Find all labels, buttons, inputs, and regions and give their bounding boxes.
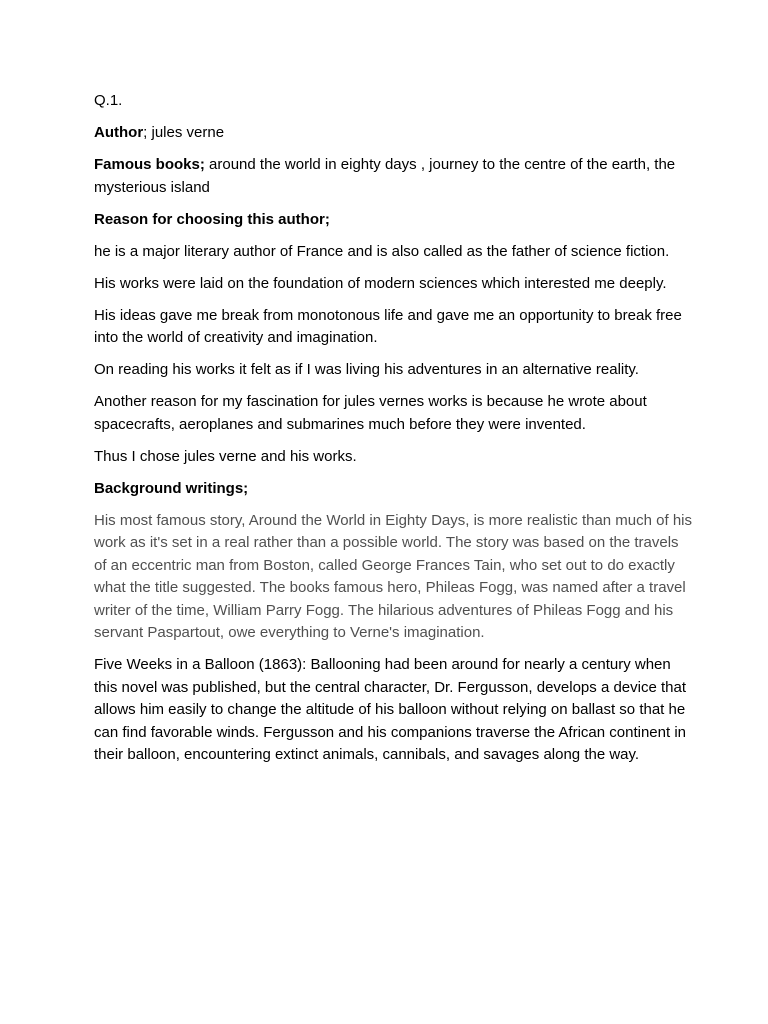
reason-paragraph: Another reason for my fascination for jules vernes works is because he wrote about spacecrafts, aeroplanes and submarines much before they were invented. [94, 393, 647, 433]
background-quote: His most famous story, Around the World in Eighty Days, is more realistic than much of his work as it's set in a real rather than a possible world. The story was based on the travels of an eccentric man from Boston, called George Frances Tain, who set out to do exactly what the title suggested. The books famous hero, Phileas Fogg, was named after a travel writer of the time, William Parry Fogg. The hilarious adventures of Phileas Fogg and his servant Paspartout, owe everything to Verne's imagination. [94, 511, 693, 641]
document-page [94, 90, 694, 776]
famous-books-value: around the world in eighty days , journey to the centre of the earth, the mysterious island [94, 156, 676, 196]
reason-paragraph: His works were laid on the foundation of modern sciences which interested me deeply. [94, 274, 667, 292]
author-line [94, 122, 694, 145]
reason-heading: Reason for choosing this author; [94, 210, 330, 228]
reason-paragraph: His ideas gave me break from monotonous life and gave me an opportunity to break free into the world of creativity and imagination. [94, 306, 682, 346]
famous-books-label: Famous books; [94, 156, 205, 173]
author-label: Author [94, 124, 144, 141]
reason-paragraph: he is a major literary author of France and is also called as the father of science fiction. [94, 242, 670, 260]
reason-paragraph: On reading his works it felt as if I was living his adventures in an alternative reality. [94, 361, 639, 378]
balloon-paragraph: Five Weeks in a Balloon (1863): Ballooning had been around for nearly a century when this novel was published, but the central character, Dr. Fergusson, develops a device that allows him easily to change the altitude of his balloon without relying on ballast so that he can find favorable winds. Fergusson and his companions traverse the African continent in their balloon, encountering extinct animals, cannibals, and savages along the way. [94, 656, 687, 763]
author-value: ; jules verne [143, 124, 225, 141]
reason-paragraph: Thus I chose jules verne and his works. [94, 447, 357, 465]
question-number: Q.1. [94, 92, 123, 109]
famous-books-line [94, 154, 694, 199]
background-heading: Background writings; [94, 479, 249, 497]
